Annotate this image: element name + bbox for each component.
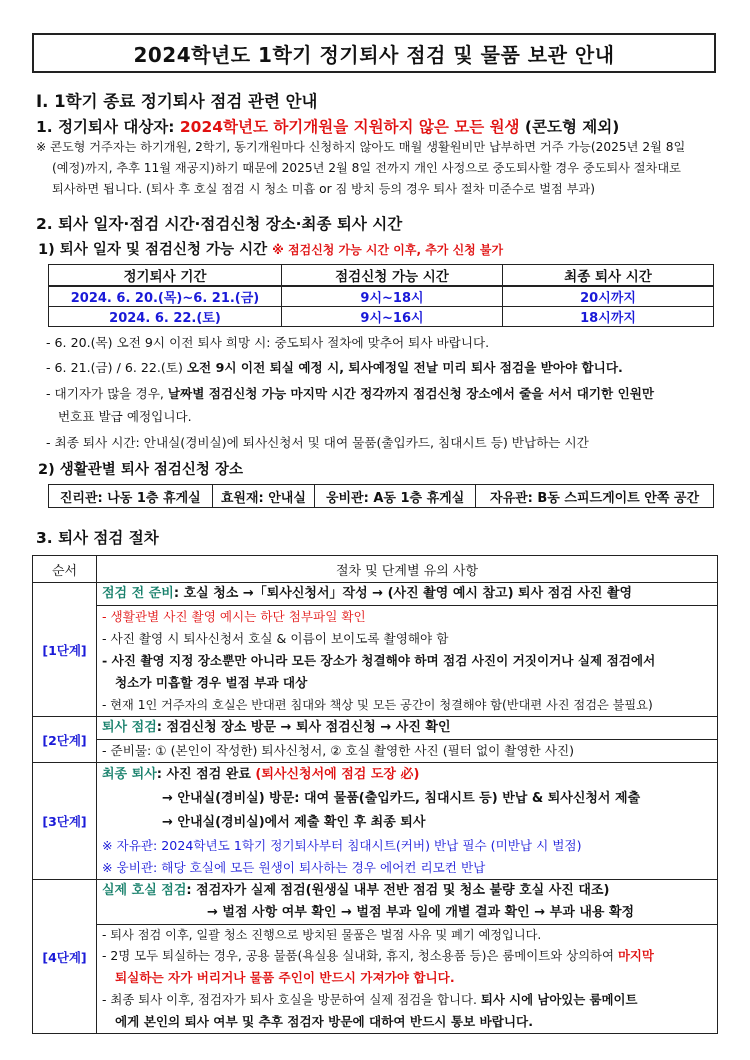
step2-head-text: : 점검신청 장소 방문 → 퇴사 점검신청 → 사진 확인 — [156, 720, 451, 735]
step1-line: - 현재 1인 거주자의 호실은 반대편 침대와 책상 및 모든 공간이 청결해야 함(반대편 사진 점검은 불필요) — [102, 698, 653, 712]
place-jayu: 자유관: B동 스피드게이트 안쪽 공간 — [476, 485, 714, 508]
step3-head-stamp: (퇴사신청서에 점검 도장 必) — [255, 767, 420, 782]
col-final-time: 최종 퇴사 시간 — [503, 265, 714, 287]
bullet-waiting — [46, 383, 654, 402]
title-box — [32, 33, 716, 73]
target-label: 1. 정기퇴사 대상자: — [36, 118, 180, 136]
table-row — [49, 286, 714, 307]
step1-head — [97, 583, 717, 605]
step4-head-cont: → 벌점 사항 여부 확인 → 벌점 부과 일에 개별 결과 확인 → 부과 내용 확정 — [207, 905, 635, 920]
bullet-final-time: - 최종 퇴사 시간: 안내실(경비실)에 퇴사신청서 및 대여 물품(출입카드, 침대시트 등) 반납하는 시간 — [46, 435, 589, 450]
step2-row — [33, 717, 718, 763]
step4-line-b: 마지막 — [617, 948, 654, 963]
step4-row — [33, 880, 718, 1034]
table-row — [49, 307, 714, 327]
cell-period: 2024. 6. 20.(목)~6. 21.(금) — [49, 286, 282, 307]
bullet-pre-check-dates: - 6. 21.(금) / 6. 22.(토) — [46, 360, 187, 375]
step3-line: ※ 자유관: 2024학년도 1학기 정기퇴사부터 침대시트(커버) 반납 필수 (미반납 시 벌점) — [102, 838, 582, 853]
step3-row — [33, 763, 718, 880]
condo-note-line: 퇴사하면 됩니다. (퇴사 후 호실 점검 시 청소 미흡 or 짐 방치 등의 경우 퇴사 절차 미준수로 벌점 부과) — [52, 182, 595, 196]
procedure-table — [32, 555, 718, 1034]
cell-final-time: 20시까지 — [503, 286, 714, 307]
bullet-pre-check-detail: 오전 9시 이전 퇴실 예정 시, 퇴사예정일 전날 미리 퇴사 점검을 받아야 합니다. — [186, 360, 623, 375]
place-woongbi: 웅비관: A동 1층 휴게실 — [315, 485, 476, 508]
step4-line — [97, 989, 717, 1011]
step1-head-title: 점검 전 준비 — [102, 586, 174, 601]
page-title: 2024학년도 1학기 정기퇴사 점검 및 물품 보관 안내 — [133, 42, 615, 67]
condo-note-line: (예정)까지, 추후 11월 재공지)하기 때문에 2025년 2월 8일 전까지 개인 사정으로 중도퇴사할 경우 중도퇴사 절차대로 — [52, 161, 681, 175]
sub2-heading: 2) 생활관별 퇴사 점검신청 장소 — [38, 462, 243, 478]
step4-line: 에게 본인의 퇴사 여부 및 추후 점검자 방문에 대하여 반드시 통보 바랍니다. — [115, 1014, 533, 1029]
table-header-row — [49, 265, 714, 287]
step3-head-text: : 사진 점검 완료 — [156, 767, 256, 782]
section3-heading: 3. 퇴사 점검 절차 — [36, 529, 159, 547]
step3-head-title: 최종 퇴사 — [102, 767, 157, 782]
step3-line: → 안내실(경비실)에서 제출 확인 후 최종 퇴사 — [162, 815, 426, 830]
section1-heading: Ⅰ. 1학기 종료 정기퇴사 점검 관련 안내 — [36, 92, 318, 111]
step4-line: 퇴실하는 자가 버리거나 물품 주인이 반드시 가져가야 합니다. — [115, 970, 455, 985]
step3-label: [3단계] — [33, 763, 97, 880]
step3-line: ※ 웅비관: 해당 호실에 모든 원생이 퇴사하는 경우 에어컨 리모컨 반납 — [102, 860, 486, 875]
step4-content — [97, 880, 718, 1034]
place-hyowon: 효원재: 안내실 — [212, 485, 315, 508]
sub1-note: ※ 점검신청 가능 시간 이후, 추가 신청 불가 — [272, 243, 504, 257]
step1-line: - 생활관별 사진 촬영 예시는 하단 첨부파일 확인 — [102, 609, 366, 624]
step2-line: - 준비물: ① (본인이 작성한) 퇴사신청서, ② 호실 촬영한 사진 (필터 없이 촬영한 사진) — [102, 743, 575, 758]
step1-content — [97, 583, 718, 717]
schedule-table — [48, 264, 714, 327]
step4-line-a: - 2명 모두 퇴실하는 경우, 공용 물품(욕실용 실내화, 휴지, 청소용품 등)은 룸메이트와 상의하여 — [102, 948, 618, 963]
step4-head-title: 실제 호실 점검 — [102, 883, 187, 898]
step4-line-b: 퇴사 시에 남아있는 룸메이트 — [480, 992, 638, 1007]
step1-line: - 사진 촬영 지정 장소뿐만 아니라 모든 장소가 청결해야 하며 점검 사진이 거짓이거나 실제 점검에서 — [102, 653, 656, 668]
place-jinri: 진리관: 나동 1층 휴게실 — [49, 485, 213, 508]
step2-head-title: 퇴사 점검 — [102, 720, 157, 735]
step4-line: - 퇴사 점검 이후, 일괄 청소 진행으로 방치된 물품은 벌점 사유 및 폐기 예정입니다. — [102, 928, 542, 942]
col-apply-time: 점검신청 가능 시간 — [282, 265, 503, 287]
places-row — [49, 485, 714, 508]
cell-apply-time: 9시~16시 — [282, 307, 503, 327]
step3-content — [97, 763, 718, 880]
condo-note — [36, 137, 685, 200]
bullet-pre-check — [46, 357, 623, 376]
col-step: 순서 — [33, 556, 97, 583]
step2-head — [97, 717, 717, 739]
step1-line: 청소가 미흡할 경우 벌점 부과 대상 — [115, 675, 308, 690]
step1-label: [1단계] — [33, 583, 97, 717]
target-value: 2024학년도 하기개원을 지원하지 않은 모든 원생 — [179, 118, 520, 136]
step4-line — [97, 945, 717, 967]
col-desc: 절차 및 단계별 유의 사항 — [97, 556, 718, 583]
bullet-early-leave: - 6. 20.(목) 오전 9시 이전 퇴사 희망 시: 중도퇴사 절차에 맞추어 퇴사 바랍니다. — [46, 335, 490, 350]
step2-content — [97, 717, 718, 763]
procedure-header-row — [33, 556, 718, 583]
condo-note-line: ※ 콘도형 거주자는 하기개원, 2학기, 동기개원마다 신청하지 않아도 매월 생활원비만 납부하면 거주 가능(2025년 2월 8일 — [36, 140, 686, 154]
target-tail: (콘도형 제외) — [519, 118, 620, 136]
col-period: 정기퇴사 기간 — [49, 265, 282, 287]
section2-heading: 2. 퇴사 일자·점검 시간·점검신청 장소·최종 퇴사 시간 — [36, 215, 403, 233]
step4-label: [4단계] — [33, 880, 97, 1034]
bullet-waiting-c: 번호표 발급 예정입니다. — [58, 409, 192, 424]
step4-head — [97, 880, 717, 902]
step3-line: → 안내실(경비실) 방문: 대여 물품(출입카드, 침대시트 등) 반납 & 퇴사신청서 제출 — [162, 791, 641, 806]
step3-head — [97, 763, 717, 787]
sub1-label: 1) 퇴사 일자 및 점검신청 가능 시간 — [38, 242, 268, 258]
step1-head-text: : 호실 청소 →「퇴사신청서」작성 → (사진 촬영 예시 참고) 퇴사 점검 사진 촬영 — [173, 586, 633, 601]
step4-head-text: : 점검자가 실제 점검(원생실 내부 전반 점검 및 청소 불량 호실 사진 대조) — [186, 883, 610, 898]
step2-label: [2단계] — [33, 717, 97, 763]
places-table — [48, 484, 714, 508]
sub1-heading — [38, 238, 503, 259]
bullet-waiting-b: 날짜별 점검신청 가능 마지막 시간 정각까지 점검신청 장소에서 줄을 서서 대기한 인원만 — [167, 386, 655, 401]
bullet-waiting-a: - 대기자가 많을 경우, — [46, 386, 168, 401]
step4-line-a: - 최종 퇴사 이후, 점검자가 퇴사 호실을 방문하여 실제 점검을 합니다. — [102, 992, 481, 1007]
step1-row — [33, 583, 718, 717]
cell-period: 2024. 6. 22.(토) — [49, 307, 282, 327]
target-line — [36, 115, 619, 137]
step1-line: - 사진 촬영 시 퇴사신청서 호실 & 이름이 보이도록 촬영해야 함 — [102, 631, 449, 646]
cell-final-time: 18시까지 — [503, 307, 714, 327]
cell-apply-time: 9시~18시 — [282, 286, 503, 307]
